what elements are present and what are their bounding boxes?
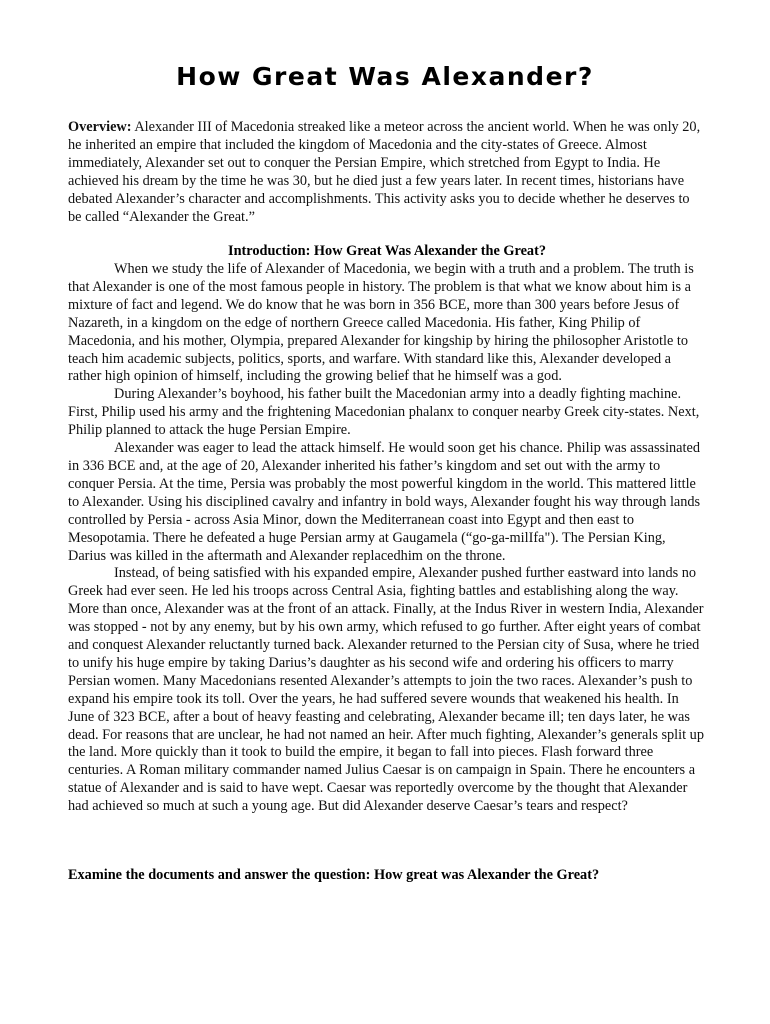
page-title: How Great Was Alexander?	[176, 62, 594, 91]
introduction-heading: Introduction: How Great Was Alexander the Great?	[228, 243, 546, 259]
introduction-paragraph-3: Alexander was eager to lead the attack himself. He would soon get his chance. Philip was assassinated in 336 BCE and, at the age of 20, Alexander inherited his father’s kingdom and set out with the army to conquer Persia. At the time, Persia was probably the most powerful kingdom in the world. This mattered little to Alexander. Using his disciplined cavalry and infantry in bold ways, Alexander fought his way through lands controlled by Persia - across Asia Minor, down the Mediterranean coast into Egypt and then east to Mesopotamia. There he defeated a huge Persian army at Gaugamela (“go-ga-milIfa"). The Persian King, Darius was killed in the aftermath and Alexander replacedhim on the throne.	[68, 440, 701, 564]
closing-prompt: Examine the documents and answer the question: How great was Alexander the Great?	[68, 867, 600, 883]
overview-text: Alexander III of Macedonia streaked like a meteor across the ancient world. When he was only 20, he inherited an empire that included the kingdom of Macedonia and the city-states of Greece. Almost immediately, Alexander set out to conquer the Persian Empire, which stretched from Egypt to India. He achieved his dream by the time he was 30, but he died just a few years later. In recent times, historians have debated Alexander’s character and accomplishments. This activity asks you to decide whether he deserves to be called “Alexander the Great.”	[68, 119, 701, 225]
introduction-section	[68, 261, 706, 816]
overview-paragraph	[68, 119, 706, 226]
introduction-paragraph-1: When we study the life of Alexander of Macedonia, we begin with a truth and a problem. The truth is that Alexander is one of the most famous people in history. The problem is that what we know about him is a mixture of fact and legend. We do know that he was born in 356 BCE, more than 300 years before Jesus of Nazareth, in a kingdom on the edge of northern Greece called Macedonia. His father, King Philip of Macedonia, and his mother, Olympia, prepared Alexander for kingship by hiring the philosopher Aristotle to teach him academic subjects, politics, sports, and warfare. With standard like this, Alexander developed a rather high opinion of himself, including the growing belief that he himself was a god.	[68, 261, 694, 385]
overview-section	[68, 119, 706, 226]
introduction-paragraph-4: Instead, of being satisfied with his expanded empire, Alexander pushed further eastward into lands no Greek had ever seen. He led his troops across Central Asia, fighting battles and establishing along the way. More than once, Alexander was at the front of an attack. Finally, at the Indus River in western India, Alexander was stopped - not by any enemy, but by his own army, which refused to go further. After eight years of combat and conquest Alexander reluctantly turned back. Alexander returned to the Persian city of Susa, where he tried to unify his huge empire by taking Darius’s daughter as his second wife and ordering his officers to marry Persian women. Many Macedonians resented Alexander’s attempts to join the two races. Alexander’s push to expand his empire took its toll. Over the years, he had suffered severe wounds that weakened his health. In June of 323 BCE, after a bout of heavy feasting and celebrating, Alexander became ill; ten days later, he was dead. For reasons that are unclear, he had not named an heir. After much fighting, Alexander’s generals split up the land. More quickly than it took to build the empire, it began to fall into pieces. Flash forward three centuries. A Roman military commander named Julius Caesar is on campaign in Spain. There he encounters a statue of Alexander and is said to have wept. Caesar was reportedly overcome by the thought that Alexander had achieved so much at such a young age. But did Alexander deserve Caesar’s tears and respect?	[68, 565, 704, 815]
overview-label: Overview:	[68, 119, 132, 135]
introduction-paragraph-2: During Alexander’s boyhood, his father built the Macedonian army into a deadly fighting machine. First, Philip used his army and the frightening Macedonian phalanx to conquer nearby Greek city-states. Next, Philip planned to attack the huge Persian Empire.	[68, 386, 700, 439]
